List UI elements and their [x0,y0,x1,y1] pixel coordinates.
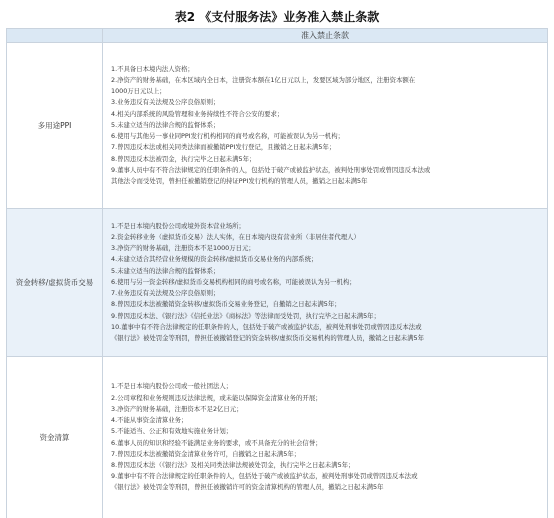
rule-item: 2.公司章程和业务规则违反法律法规，或未能以保障资金清算业务的开展； [111,393,322,402]
rule-item: 5.未建立适当的法律合规的监督体系； [111,120,220,129]
category-cell: 多用途PPI [7,43,103,209]
restrictions-table [6,28,548,518]
rule-item: 10.董事中有不符合法律规定的任职条件的人，包括处于破产或被监护状态，被判处刑事处罚或曾因违反本法或 [111,322,422,331]
rule-item: 4.不能从事资金清算业务； [111,416,188,425]
rule-item: 9.曾因违反本法、《银行法》《信托业法》《商标法》等法律而受处罚，执行完毕之日起未满5年； [111,311,380,320]
column-header: 准入禁止条款 [103,29,548,43]
rule-item: 7.曾因违反本法被撤销资金清算业务许可，自撤销之日起未满5年； [111,449,301,458]
rule-item: 4.未建立适合其经营业务规模的资金转移/虚拟货币交易业务的内部系统； [111,255,318,264]
category-cell: 资金清算 [7,357,103,518]
rule-item: 1.不是日本境内股份公司或一般社团法人； [111,382,233,391]
rule-item: 6.使用与另一资金转移/虚拟货币交易机构相同的商号或名称，可能被误认为另一机构； [111,277,356,286]
rule-item: 其他法令而受处罚，曾担任被撤销登记的持证PPI发行机构的管理人员，撤销之日起未满5年 [111,176,368,185]
rule-item: 3.净资产的财务基础，注册资本不足2亿日元； [111,404,243,413]
rule-item: 5.未建立适当的法律合规的监督体系； [111,266,220,275]
table-row [7,209,548,357]
rule-item: 3.业务违反有关法规及公序良俗原则； [111,98,220,107]
rule-item: 5.不能适当、公正和有效地实施业务计划； [111,427,233,436]
rule-item: 7.业务违反有关法规及公序良俗原则； [111,289,220,298]
rule-item: 8.曾因违反本法被撤销资金转移/虚拟货币交易业务登记，自撤销之日起未满5年； [111,300,341,309]
rule-item: 6.使用与其他另一事业同PPI发行机构相同的商号或名称，可能被误认为另一机构； [111,132,344,141]
rules-cell [103,209,548,357]
category-cell: 资金转移/虚拟货币交易 [7,209,103,357]
rule-item: 《银行法》被处罚金等刑罚，曾担任被撤销登记的资金转移/虚拟货币交易机构的管理人员，撤销之日起未满5年 [111,333,424,342]
rule-item: 9.董事中有不符合法律规定的任职条件的人，包括处于破产或被监护状态，被判处刑事处罚或曾因违反本法或 [111,472,418,481]
table-row [7,357,548,518]
rule-item: 8.曾因违反本法被罚金，执行完毕之日起未满5年； [111,154,256,163]
table-header-row [7,29,548,43]
rules-cell [103,357,548,518]
rule-item: 8.曾因违反本法（《银行法》及相关同类法律法规被处罚金，执行完毕之日起未满5年； [111,460,355,469]
rule-item: 1.不是日本境内股份公司或境外资本营业场所； [111,221,245,230]
table-row [7,43,548,209]
table-title: 表2 《支付服务法》业务准入禁止条款 [174,10,380,24]
rule-item: 6.董事人员的知识和经验不能满足业务的要求，或不具备充分的社会信誉； [111,438,322,447]
rule-item: 3.净资产的财务基础，注册资本不足1000万日元； [111,244,255,253]
rule-item: 7.曾因违反本法或相关同类法律而被撤销PPI发行登记，且撤销之日起未满5年； [111,143,336,152]
rule-item: 9.董事人员中有不符合法律规定的任职条件的人，包括处于破产或被监护状态，被判处刑事处罚或曾因违反本法或 [111,165,431,174]
rule-item: 《银行法》被处罚金等刑罚，曾担任被撤销许可的资金清算机构的管理人员，撤销之日起未满5年 [111,483,384,492]
rule-item: 1.不具备日本境内法人资格； [111,64,194,73]
header-blank-cell [7,29,103,43]
rules-cell [103,43,548,209]
rule-item: 2.资金转移业务（虚拟货币交易）法人实体，在日本境内设有营业所（非居住者代理人） [111,233,360,242]
rule-item: 2.净资产的财务基础，在本区域内全日本，注册资本额在1亿日元以上，发要区域为部分地区，注册资本额在 [111,76,416,85]
rule-item: 1000万日元以上； [111,87,166,96]
rule-item: 4.相关内部系统的风险管理和业务持续性不符合公安的要求； [111,109,284,118]
